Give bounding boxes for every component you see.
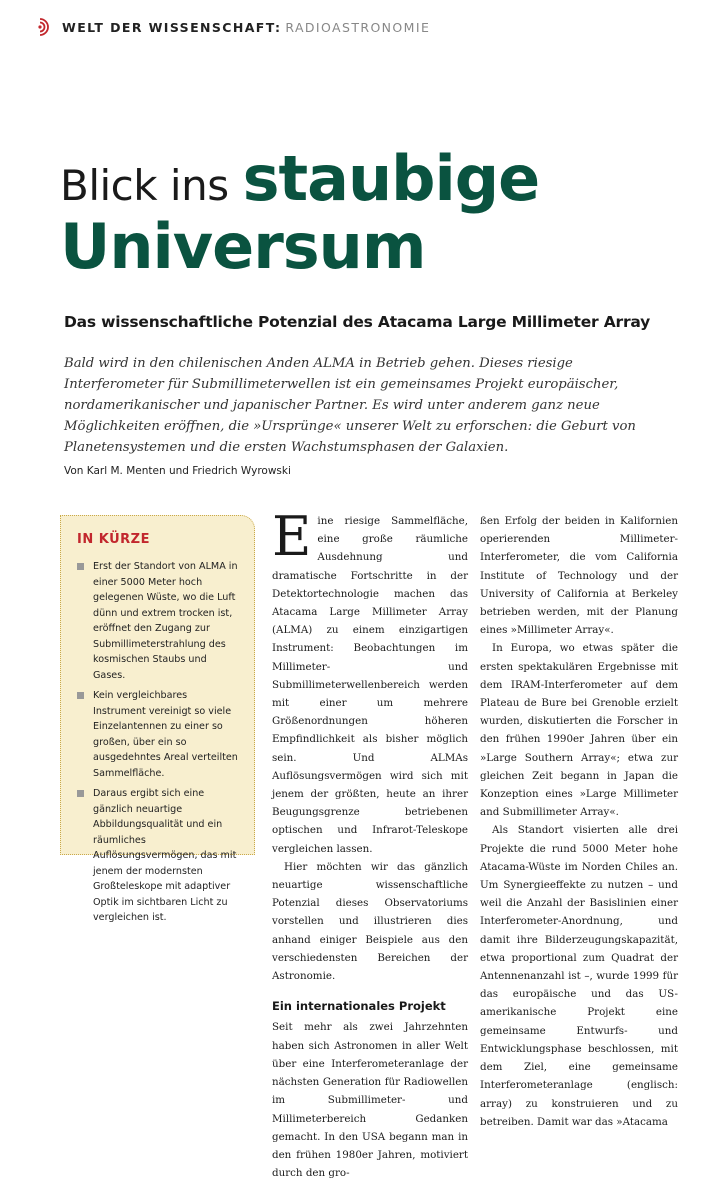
article-subtitle: Das wissenschaftliche Potenzial des Atacama Large Millimeter Array (64, 313, 651, 331)
bullet-square-icon (77, 692, 84, 699)
title-part-3: Universum (60, 210, 426, 283)
body-paragraph: In Europa, wo etwas später die ersten spektakulären Ergebnisse mit dem IRAM-Interferometer auf dem Plateau de Bure bei Grenoble erzielt wurden, diskutierten die Forscher in den frühen 1990er Jahren über ein »Large Southern Array«; etwa zur gleichen Zeit begann in Japan die Konzeption eines »Large Millimeter and Submillimeter Array«. (480, 642, 678, 819)
body-column-2 (480, 512, 678, 1131)
section-header (38, 14, 430, 40)
body-paragraph: Seit mehr als zwei Jahrzehnten haben sich Astronomen in aller Welt über eine Interferometeranlage der nächsten Generation für Radiowellen im Submillimeter- und Millimeterbereich Gedanken gemacht. In den USA begann man in den frühen 1980er Jahren, motiviert durch den gro- (272, 1021, 468, 1180)
section-label: WELT DER WISSENSCHAFT: (62, 19, 282, 35)
lead-line: Planetensystemen und die ersten Wachstumsphasen der Galaxien. (64, 440, 509, 455)
summary-item: Daraus ergibt sich eine gänzlich neuartige Abbildungsqualität und ein räumliches Auflösungsvermögen, das mit jenem der modernsten Großteleskope mit adaptiver Optik im sichtbaren Licht zu vergleichen ist. (77, 786, 240, 926)
body-paragraph: Hier möchten wir das gänzlich neuartige wissenschaftliche Potenzial dieses Observatoriums vorstellen und illustrieren dies anhand einiger Beispiele aus den verschiedensten Bereichen der Astronomie. (272, 860, 468, 983)
section-sublabel: RADIOASTRONOMIE (285, 19, 431, 35)
title-part-2: staubige (242, 142, 540, 215)
body-paragraph: Eine riesige Sammelfläche, eine große räumliche Ausdehnung und dramatische Fortschritte in der Detektortechnologie machen das Atacama Large Millimeter Array (ALMA) zu einem einzigartigen Instrument: Beobachtungen im Millimeter- und Submillimeterwellenbereich werden mit einer um mehrere Größenordnungen höheren Empfindlichkeit als bisher möglich sein. Und ALMAs Auflösungsvermögen wird sich mit jenem der größten, heute an ihrer Beugungsgrenze betriebenen optischen und Infrarot-Teleskope vergleichen lassen. (272, 505, 468, 855)
body-column-1 (272, 505, 468, 1182)
byline: Von Karl M. Menten und Friedrich Wyrowski (64, 465, 291, 477)
drop-cap: E (272, 505, 312, 568)
summary-item: Erst der Standort von ALMA in einer 5000 Meter hoch gelegenen Wüste, wo die Luft dünn und extrem trocken ist, eröffnet den Zugang zur Submillimeterstrahlung des kosmischen Staubs und Gases. (77, 559, 240, 683)
lead-line: nordamerikanischer und japanischer Partner. Es wird unter anderem ganz neue (64, 398, 600, 413)
lead-line: Interferometer für Submillimeterwellen ist ein gemeinsames Projekt europäischer, (64, 377, 619, 392)
summary-item: Kein vergleichbares Instrument vereinigt so viele Einzelantennen zu einer so großen, über ein so ausgedehntes Areal verteilten Sammelfläche. (77, 688, 240, 781)
section-heading: Ein internationales Projekt (272, 999, 446, 1014)
bullet-square-icon (77, 790, 84, 797)
article-title (60, 142, 700, 283)
title-part-1: Blick ins (60, 161, 229, 210)
body-paragraph: ßen Erfolg der beiden in Kalifornien operierenden Millimeter-Interferometer, die vom California Institute of Technology und der University of California at Berkeley betrieben werden, mit der Planung eines »Millimeter Array«. (480, 515, 678, 637)
summary-box-title: IN KÜRZE (77, 532, 150, 547)
radio-waves-icon (38, 18, 56, 36)
bullet-square-icon (77, 563, 84, 570)
lead-line: Möglichkeiten eröffnen, die »Ursprünge« unserer Welt zu erforschen: die Geburt von (64, 419, 636, 434)
body-paragraph: Als Standort visierten alle drei Projekte die rund 5000 Meter hohe Atacama-Wüste im Norden Chiles an. Um Synergieeffekte zu nutzen – und weil die Anzahl der Basislinien einer Interferometer-Anordnung, und damit ihre Bilderzeugungskapazität, etwa proportional zum Quadrat der Antennenanzahl ist –, wurde 1999 für das europäische und das US-amerikanische Projekt eine gemeinsame Entwurfs- und Entwicklungsphase beschlossen, mit dem Ziel, eine gemeinsame Interferometeranlage (englisch: array) zu konstruieren und zu betreiben. Damit war das »Atacama (480, 824, 678, 1128)
summary-box (60, 515, 255, 923)
lead-paragraph (64, 353, 654, 458)
lead-line: Bald wird in den chilenischen Anden ALMA in Betrieb gehen. Dieses riesige (64, 356, 573, 371)
